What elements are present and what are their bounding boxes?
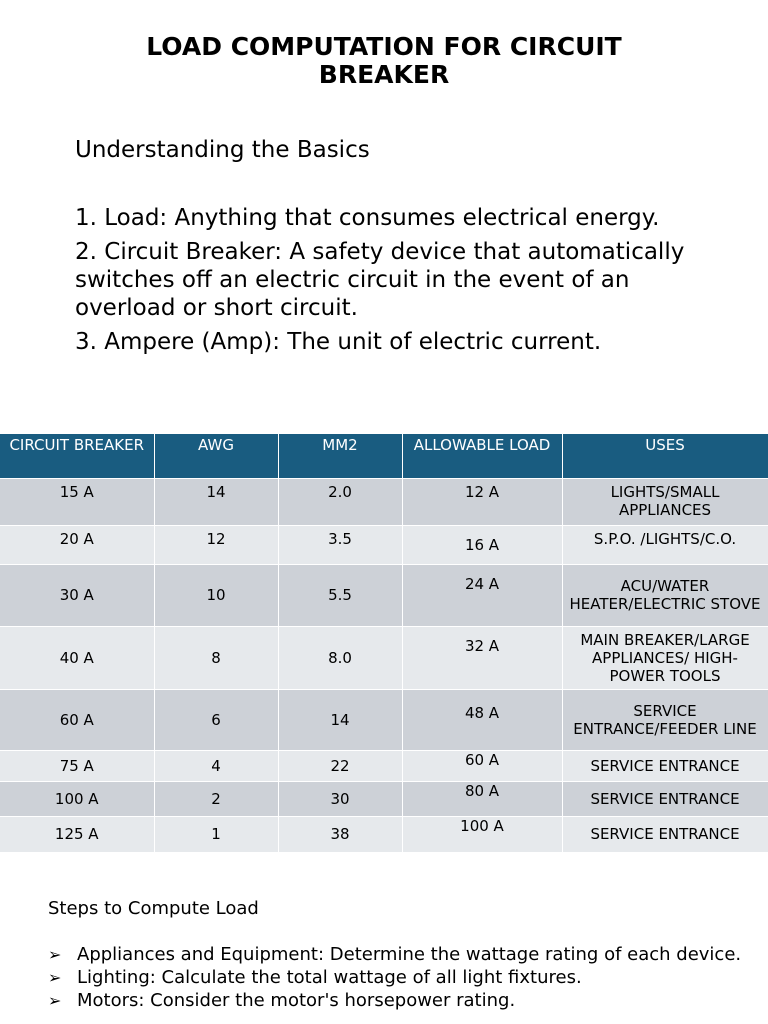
table-row — [0, 564, 768, 626]
step-text: Lighting: Calculate the total wattage of all light fixtures. — [77, 967, 582, 988]
table-row — [0, 478, 768, 525]
cell-breaker: 60 A — [0, 689, 154, 750]
section-subtitle: Understanding the Basics — [75, 137, 370, 163]
header-awg: AWG — [154, 434, 278, 478]
definitions-list — [75, 204, 735, 362]
cell-awg: 4 — [154, 750, 278, 781]
cell-uses: ACU/WATER HEATER/ELECTRIC STOVE — [562, 564, 768, 626]
arrow-bullet-icon: ➢ — [48, 945, 62, 964]
steps-list — [48, 943, 748, 1012]
cell-breaker: 40 A — [0, 626, 154, 689]
header-allowable-load: ALLOWABLE LOAD — [402, 434, 562, 478]
steps-heading: Steps to Compute Load — [48, 898, 259, 919]
definition-circuit-breaker: 2. Circuit Breaker: A safety device that automatically switches off an electric circuit in the event of an overload or short circuit. — [75, 239, 685, 321]
cell-breaker: 125 A — [0, 816, 154, 852]
cell-breaker: 100 A — [0, 781, 154, 816]
cell-allowable-load: 60 A — [402, 750, 562, 781]
cell-mm2: 8.0 — [278, 626, 402, 689]
cell-awg: 14 — [154, 478, 278, 525]
cell-awg: 12 — [154, 525, 278, 564]
cell-allowable-load: 12 A — [402, 478, 562, 525]
cell-uses: SERVICE ENTRANCE/FEEDER LINE — [562, 689, 768, 750]
list-item — [48, 989, 748, 1012]
table-row — [0, 626, 768, 689]
page-title-line-1: LOAD COMPUTATION FOR CIRCUIT — [146, 32, 622, 61]
cell-mm2: 5.5 — [278, 564, 402, 626]
cell-uses: SERVICE ENTRANCE — [562, 816, 768, 852]
cell-mm2: 14 — [278, 689, 402, 750]
table-row — [0, 689, 768, 750]
cell-breaker: 15 A — [0, 478, 154, 525]
cell-breaker: 30 A — [0, 564, 154, 626]
cell-awg: 1 — [154, 816, 278, 852]
cell-uses: LIGHTS/SMALL APPLIANCES — [562, 478, 768, 525]
cell-awg: 10 — [154, 564, 278, 626]
cell-allowable-load: 16 A — [402, 525, 562, 564]
step-text: Appliances and Equipment: Determine the wattage rating of each device. — [77, 944, 742, 965]
cell-allowable-load: 80 A — [402, 781, 562, 816]
header-uses: USES — [562, 434, 768, 478]
header-circuit-breaker: CIRCUIT BREAKER — [0, 434, 154, 478]
arrow-bullet-icon: ➢ — [48, 991, 62, 1010]
table-row — [0, 816, 768, 852]
cell-breaker: 75 A — [0, 750, 154, 781]
step-text: Motors: Consider the motor's horsepower rating. — [77, 990, 516, 1011]
list-item — [48, 943, 748, 966]
arrow-bullet-icon: ➢ — [48, 968, 62, 987]
cell-mm2: 38 — [278, 816, 402, 852]
cell-breaker: 20 A — [0, 525, 154, 564]
cell-uses: SERVICE ENTRANCE — [562, 781, 768, 816]
cell-mm2: 22 — [278, 750, 402, 781]
cell-awg: 2 — [154, 781, 278, 816]
cell-allowable-load: 24 A — [402, 564, 562, 626]
cell-allowable-load: 48 A — [402, 689, 562, 750]
cell-allowable-load: 32 A — [402, 626, 562, 689]
cell-uses: SERVICE ENTRANCE — [562, 750, 768, 781]
cell-mm2: 2.0 — [278, 478, 402, 525]
breaker-table — [0, 434, 768, 852]
table-row — [0, 750, 768, 781]
cell-awg: 8 — [154, 626, 278, 689]
cell-awg: 6 — [154, 689, 278, 750]
cell-mm2: 30 — [278, 781, 402, 816]
cell-uses: MAIN BREAKER/LARGE APPLIANCES/ HIGH-POWER TOOLS — [562, 626, 768, 689]
table-row — [0, 525, 768, 564]
definition-ampere: 3. Ampere (Amp): The unit of electric current. — [75, 329, 602, 355]
table-header-row — [0, 434, 768, 478]
steps-section — [48, 897, 748, 1012]
page-title-line-2: BREAKER — [318, 60, 450, 89]
page-title — [0, 33, 768, 89]
definition-load: 1. Load: Anything that consumes electrical energy. — [75, 205, 660, 231]
cell-allowable-load: 100 A — [402, 816, 562, 852]
cell-mm2: 3.5 — [278, 525, 402, 564]
list-item — [48, 966, 748, 989]
cell-uses: S.P.O. /LIGHTS/C.O. — [562, 525, 768, 564]
header-mm2: MM2 — [278, 434, 402, 478]
table-row — [0, 781, 768, 816]
